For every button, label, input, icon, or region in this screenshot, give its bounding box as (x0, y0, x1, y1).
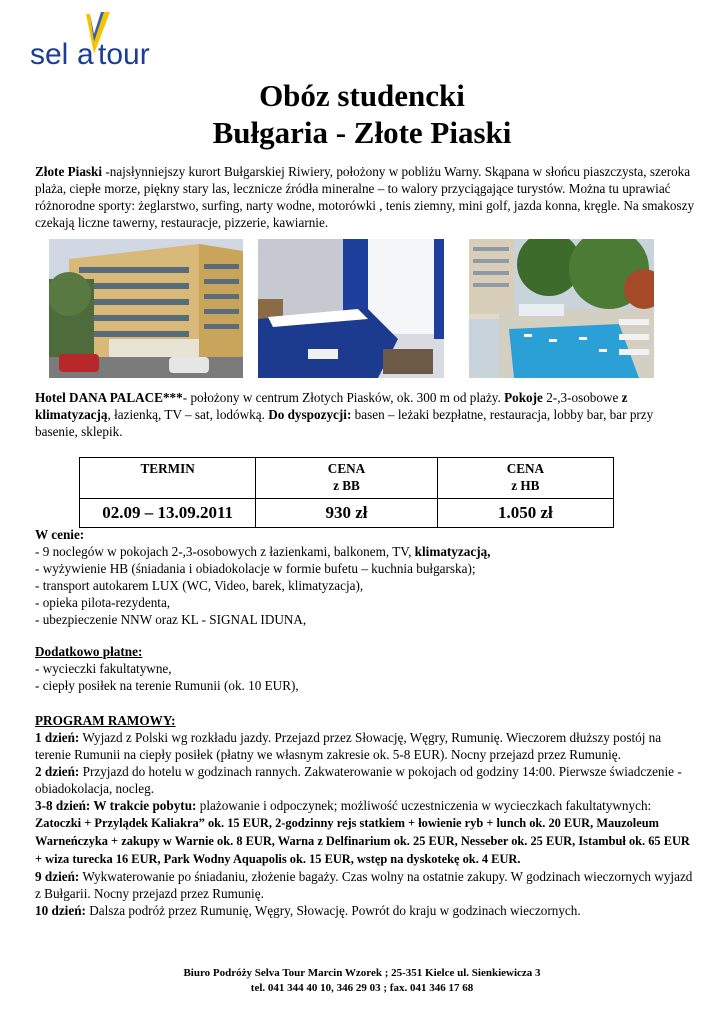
header-price-hb: CENA z HB (437, 458, 613, 499)
hotel-text-2: 2-,3-osobowe (542, 390, 622, 405)
selva-tour-logo (28, 10, 163, 72)
included-section (35, 526, 700, 628)
rooms-label: Pokoje (504, 390, 543, 405)
term-cell: 02.09 – 13.09.2011 (80, 499, 256, 528)
hotel-description (35, 389, 695, 440)
list-item: - wycieczki fakultatywne, (35, 661, 172, 676)
list-item: - 9 noclegów w pokojach 2-,3-osobowych z łazienkami, balkonem, TV, klimatyzacją, (35, 544, 491, 559)
hotel-text-1: - położony w centrum Złotych Piasków, ok. 300 m od plaży. (182, 390, 505, 405)
svg-text:a: a (77, 38, 94, 71)
hotel-text-4: basen – leżaki bezpłatne, restauracja, lobby bar, bar przy basenie, sklepik. (35, 407, 654, 439)
intro-lead: Złote Piaski (35, 164, 103, 179)
price-table (79, 457, 614, 528)
price-table-header (80, 458, 614, 499)
amenities-label: Do dyspozycji: (268, 407, 352, 422)
page-title-line1: Obóz studencki (259, 78, 465, 113)
list-item: - wyżywienie HB (śniadania i obiadokolacje w formie bufetu – kuchnia bułgarska); (35, 561, 476, 576)
hotel-pool-photo (469, 239, 654, 378)
price-hb-cell: 1.050 zł (437, 499, 613, 528)
price-bb-cell: 930 zł (256, 499, 438, 528)
hotel-building-photo (49, 239, 243, 378)
program-day-2: 2 dzień: Przyjazd do hotelu w godzinach rannych. Zakwaterowanie w pokojach od godziny 14:00. Pierwsze świadczenie - obiadokolacja, nocleg. (35, 764, 682, 796)
program-section (35, 712, 700, 919)
hotel-text-3: , łazienką, TV – sat, lodówką. (107, 407, 269, 422)
intro-text: -najsłynniejszy kurort Bułgarskiej Riwiery, położony w pobliżu Warny. Skąpana w słońcu piaszczysta, szeroka plaża, ciepłe morze, piękny stary las, lecznicze źródła mineralne – to walory przyciągające turystów. Można tu uprawiać różnorodne sporty: żeglarstwo, surfing, narty wodne, motorówki , tenis ziemny, mini golf, jazda konna, kręgle. Na smakoszy czekają liczne tawerny, restauracje, pizzerie, kawiarnie. (35, 164, 695, 230)
header-term: TERMIN (80, 458, 256, 499)
aircon-label: z klimatyzacją (35, 390, 628, 422)
program-day-9: 9 dzień: Wykwaterowanie po śniadaniu, złożenie bagaży. Czas wolny na ostatnie zakupy. W godzinach wieczornych wyjazd z Bułgarii. Nocny przejazd przez Rumunię. (35, 869, 693, 901)
hotel-name: Hotel DANA PALACE*** (35, 390, 183, 405)
program-heading: PROGRAM RAMOWY: (35, 713, 176, 728)
extra-heading: Dodatkowo płatne: (35, 644, 143, 659)
program-day-1: 1 dzień: Wyjazd z Polski wg rozkładu jazdy. Przejazd przez Słowację, Węgry, Rumunię. Wieczorem dłuższy postój na terenie Rumunii na ciepły posiłek (płatny we własnym zakresie ok. 5-8 EUR). Nocny przejazd przez Rumunię. (35, 730, 662, 762)
page-title-line2: Bułgaria - Złote Piaski (212, 115, 512, 150)
list-item: - ciepły posiłek na terenie Rumunii (ok. 10 EUR), (35, 678, 299, 693)
program-day-3-8: 3-8 dzień: W trakcie pobytu: plażowanie i odpoczynek; możliwość uczestniczenia w wycieczkach fakultatywnych: Zatoczki + Przylądek Kaliakra” ok. 15 EUR, 2-godzinny rejs statkiem + łowienie ryb + lunch ok. 20 EUR, Mauzoleum Warneńczyka + zakupy w Warnie ok. 8 EUR, Warna z Delfinarium ok. 25 EUR, Nesseber ok. 25 EUR, Istambuł ok. 65 EUR + wiza turecka 16 EUR, Park Wodny Aquapolis ok. 15 EUR, wstęp na dyskotekę ok. 4 EUR. (35, 798, 690, 866)
svg-text:sel: sel (30, 38, 69, 71)
list-item: - ubezpieczenie NNW oraz KL - SIGNAL IDUNA, (35, 612, 307, 627)
list-item: - transport autokarem LUX (WC, Video, barek, klimatyzacja), (35, 578, 364, 593)
header-price-bb: CENA z BB (256, 458, 438, 499)
footer-address: Biuro Podróży Selva Tour Marcin Wzorek ; 25-351 Kielce ul. Sienkiewicza 3 (183, 967, 541, 979)
intro-paragraph (35, 163, 695, 231)
footer-phone: tel. 041 344 40 10, 346 29 03 ; fax. 041 346 17 68 (250, 982, 474, 994)
table-row (80, 499, 614, 528)
included-heading: W cenie: (35, 527, 85, 542)
extra-section (35, 643, 700, 694)
program-day-10: 10 dzień: Dalsza podróż przez Rumunię, Węgry, Słowację. Powrót do kraju w godzinach wieczornych. (35, 903, 581, 918)
list-item: - opieka pilota-rezydenta, (35, 595, 171, 610)
hotel-room-photo (258, 239, 444, 378)
svg-text:tour: tour (98, 38, 150, 71)
